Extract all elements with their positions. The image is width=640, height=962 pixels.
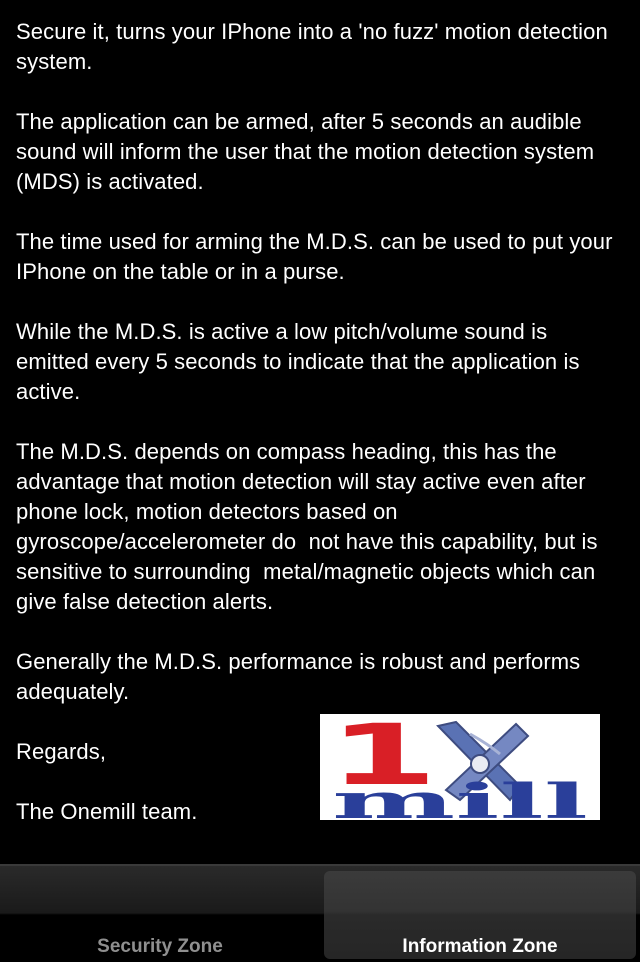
tab-information-zone-label: Information Zone <box>402 936 558 957</box>
paragraph-signature: The Onemill team. <box>16 799 198 824</box>
paragraph-arming-time: The time used for arming the M.D.S. can be used to put your IPhone on the table or in a purse. <box>16 229 619 284</box>
logo-text-bottom: mill <box>332 774 588 820</box>
onemill-logo-graphic <box>320 714 600 820</box>
tab-security-zone[interactable] <box>4 866 316 962</box>
paragraph-regards: Regards, <box>16 739 107 764</box>
logo-text-top: 1 <box>328 714 438 804</box>
paragraph-arming: The application can be armed, after 5 seconds an audible sound will inform the user that the motion detection system (MDS) is activated. <box>16 109 601 194</box>
tab-information-zone[interactable] <box>324 871 636 959</box>
paragraph-performance: Generally the M.D.S. performance is robust and performs adequately. <box>16 649 587 704</box>
tab-bar <box>0 864 640 960</box>
onemill-logo <box>320 714 600 820</box>
tab-security-zone-label: Security Zone <box>97 936 223 957</box>
paragraph-active-sound: While the M.D.S. is active a low pitch/volume sound is emitted every 5 seconds to indicate that the application is active. <box>16 319 586 404</box>
paragraph-compass: The M.D.S. depends on compass heading, this has the advantage that motion detection will stay active even after phone lock, motion detectors based on gyroscope/accelerometer do not have this capability, but is sensitive to surrounding metal/magnetic objects which can give false detection alerts. <box>16 439 604 614</box>
paragraph-intro: Secure it, turns your IPhone into a 'no fuzz' motion detection system. <box>16 19 615 74</box>
